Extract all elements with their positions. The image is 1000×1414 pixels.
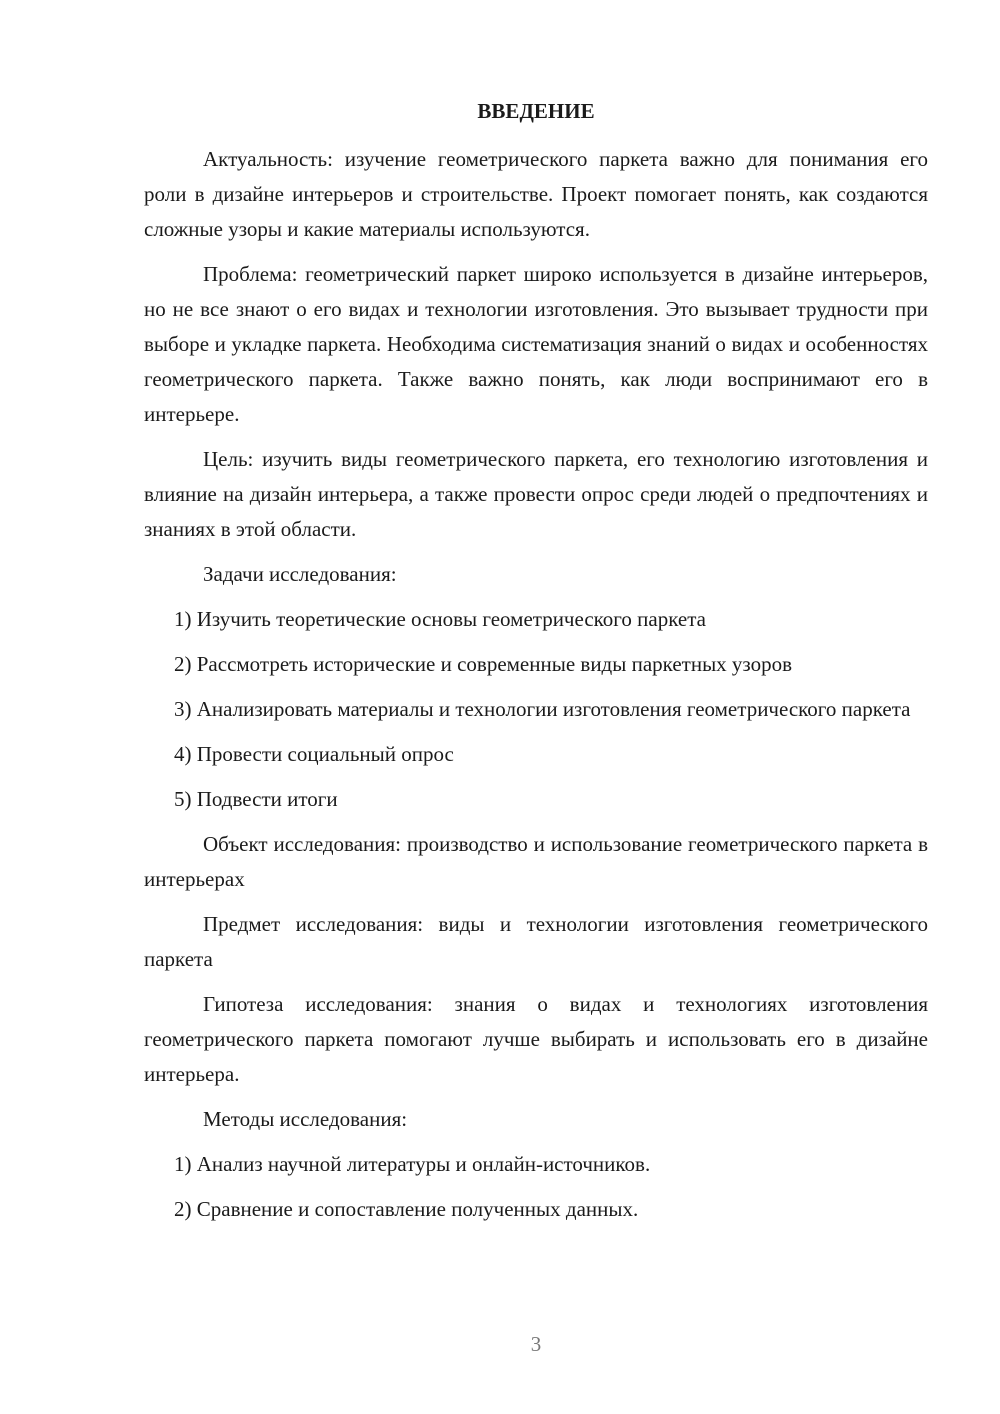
section-title: ВВЕДЕНИЕ bbox=[477, 99, 595, 123]
task-item: 5) Подвести итоги bbox=[174, 787, 338, 811]
goal-paragraph: Цель: изучить виды геометрического паркета, его технологию изготовления и влияние на дизайн интерьера, а также провести опрос среди людей о предпочтениях и знаниях в этой области. bbox=[144, 447, 928, 541]
page-number: 3 bbox=[530, 1332, 542, 1356]
document-page bbox=[144, 96, 928, 1237]
methods-heading: Методы исследования: bbox=[203, 1107, 408, 1131]
task-item: 4) Провести социальный опрос bbox=[174, 742, 454, 766]
method-item: 1) Анализ научной литературы и онлайн-источников. bbox=[174, 1152, 651, 1176]
task-item: 3) Анализировать материалы и технологии изготовления геометрического паркета bbox=[174, 697, 911, 721]
method-item: 2) Сравнение и сопоставление полученных данных. bbox=[174, 1197, 639, 1221]
object-paragraph: Объект исследования: производство и использование геометрического паркета в интерьерах bbox=[144, 832, 928, 891]
task-item: 2) Рассмотреть исторические и современные виды паркетных узоров bbox=[174, 652, 793, 676]
task-item: 1) Изучить теоретические основы геометрического паркета bbox=[174, 607, 706, 631]
problem-paragraph: Проблема: геометрический паркет широко используется в дизайне интерьеров, но не все знают о его видах и технологии изготовления. Это вызывает трудности при выборе и укладке паркета. Необходима систематизация знаний о видах и особенностях геометрического паркета. Также важно понять, как люди воспринимают его в интерьере. bbox=[144, 262, 928, 426]
hypothesis-paragraph: Гипотеза исследования: знания о видах и технологиях изготовления геометрического паркета помогают лучше выбирать и использовать его в дизайне интерьера. bbox=[144, 992, 928, 1086]
relevance-paragraph: Актуальность: изучение геометрического паркета важно для понимания его роли в дизайне интерьеров и строительстве. Проект помогает понять, как создаются сложные узоры и какие материалы используются. bbox=[144, 147, 928, 241]
subject-paragraph: Предмет исследования: виды и технологии изготовления геометрического паркета bbox=[144, 912, 928, 971]
tasks-heading: Задачи исследования: bbox=[203, 562, 397, 586]
